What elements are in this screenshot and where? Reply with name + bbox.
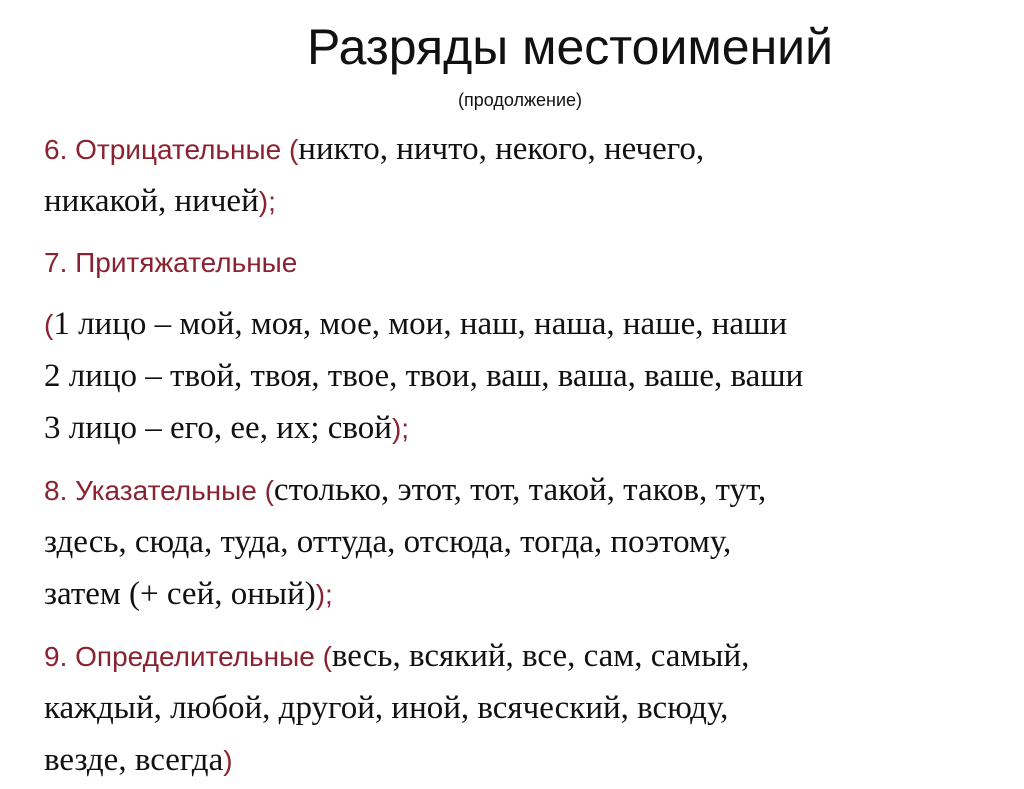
category-possessive	[44, 240, 1004, 291]
category-demonstrative	[44, 467, 1004, 623]
pronoun-examples: 3 лицо – его, ее, их; свой	[44, 410, 392, 446]
closing-punctuation: )	[223, 745, 233, 776]
text-line	[44, 633, 1004, 685]
closing-punctuation: );	[258, 186, 276, 217]
text-line	[44, 240, 1004, 291]
text-line	[44, 301, 1004, 353]
category-label: 7. Притяжательные	[44, 247, 298, 278]
pronoun-examples: каждый, любой, другой, иной, всяческий, всюду,	[44, 690, 729, 726]
text-line	[44, 737, 1004, 789]
category-label: 6. Отрицательные (	[44, 134, 299, 165]
opening-paren: (	[44, 309, 54, 340]
text-line	[44, 467, 1004, 519]
category-label: 9. Определительные (	[44, 641, 332, 672]
text-line	[44, 353, 1004, 405]
pronoun-examples: везде, всегда	[44, 742, 224, 778]
pronoun-examples: здесь, сюда, туда, оттуда, отсюда, тогда, поэтому,	[44, 524, 732, 560]
text-line	[44, 519, 1004, 571]
text-line	[44, 571, 1004, 623]
slide-title: Разряды местоимений	[306, 19, 834, 75]
pronoun-examples: никакой, ничей	[44, 183, 259, 219]
pronoun-examples: затем (+ сей, оный)	[44, 576, 316, 612]
closing-punctuation: );	[315, 579, 333, 610]
pronoun-examples: столько, этот, тот, такой, таков, тут,	[273, 472, 767, 508]
text-line	[44, 405, 1004, 457]
pronoun-examples: 2 лицо – твой, твоя, твое, твои, ваш, ваша, ваше, ваши	[44, 358, 804, 394]
pronoun-examples: 1 лицо – мой, моя, мое, мои, наш, наша, наше, наши	[53, 306, 788, 342]
pronoun-examples: весь, всякий, все, сам, самый,	[331, 638, 750, 674]
category-determinative	[44, 633, 1004, 789]
pronoun-examples: никто, ничто, некого, нечего,	[298, 131, 705, 167]
possessive-forms	[44, 301, 1004, 457]
closing-punctuation: );	[391, 413, 410, 444]
slide-subtitle: (продолжение)	[457, 90, 583, 110]
text-line	[44, 126, 1004, 178]
text-line	[44, 178, 1004, 230]
category-label: 8. Указательные (	[44, 475, 274, 506]
category-negative	[44, 126, 1004, 230]
text-line	[44, 685, 1004, 737]
pronoun-category-list	[44, 126, 1004, 789]
